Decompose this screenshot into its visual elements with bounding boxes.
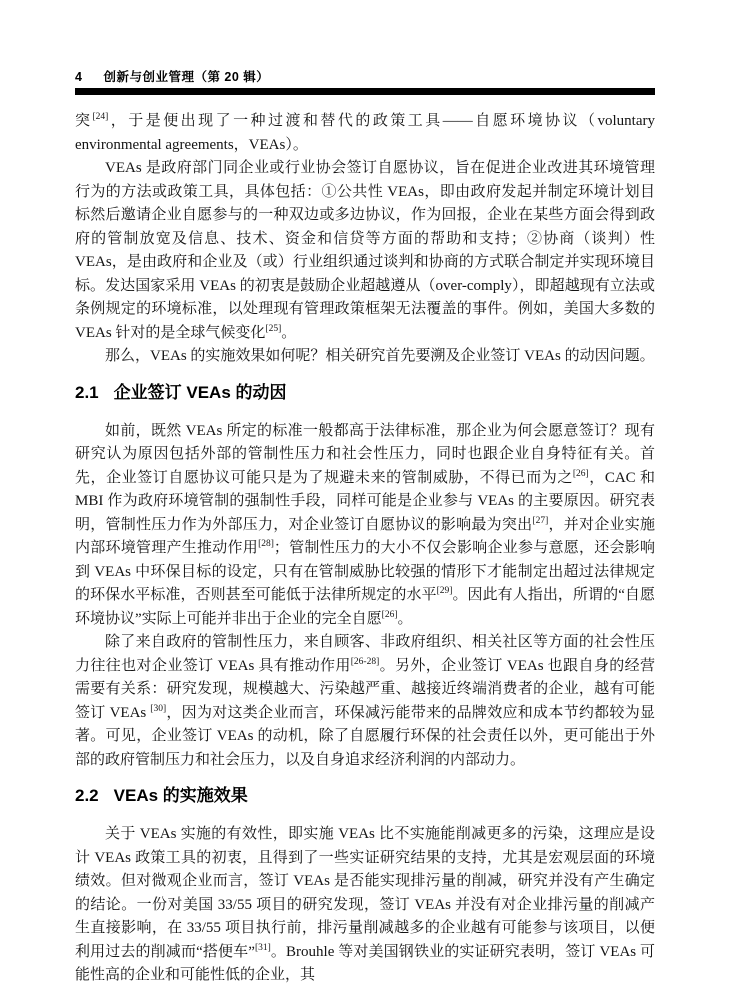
citation-marker: [30] [150,703,167,714]
text-run: 。Brouhle 等对美国钢铁业的实证研究表明，签订 VEAs 可能性高的企业和可能性低的企业，其 [75,943,655,983]
text-run: ，CAC 和 MBI 作为政府环境管制的强制性手段，同样可能是企业参与 VEAs 的主要原因。研究表明，管制性压力作为外部压力，对企业签订自愿协议的影响最为突出 [75,469,655,533]
citation-marker: [28] [258,539,274,549]
page-body [75,110,655,988]
page-header [75,70,655,95]
section-title: 企业签订 VEAs 的动因 [113,382,287,402]
citation-marker: [24] [92,112,109,122]
text-run: ，于是便出现了一种过渡和替代的政策工具——自愿环境协议（voluntary environmental agreements，VEAs）。 [75,113,655,153]
citation-marker: [26-28] [350,656,380,667]
running-head [75,70,655,84]
text-run: ，并对企业实施内部环境管理产生推动作用 [75,516,655,556]
citation-marker: [31] [254,942,271,953]
text-run: ，因为对这类企业而言，环保减污能带来的品牌效应和成本节约都较为显著。可见，企业签订 VEAs 的动机，除了自愿履行环保的社会责任以外，更可能出于外部的政府管制压力和社会压力，以及自身追求经济利润的内部动力。 [75,704,655,768]
paragraph [75,631,655,772]
text-run: 关于 VEAs 实施的有效性，即实施 VEAs 比不实施能削减更多的污染，这理应是设计 VEAs 政策工具的初衷，且得到了一些实证研究结果的支持，尤其是宏观层面的环境绩效。但对微观企业而言，签订 VEAs 是否能实现排污量的削减，研究并没有产生确定的结论。一份对美国 33/55 项目的研究发现，签订 VEAs 并没有对企业排污量的削减产生直接影响，在 33/55 项目执行前，排污量削减越多的企业越有可能参与该项目，以便利用过去的削减而“搭便车” [75,826,655,960]
text-run: 除了来自政府的管制性压力，来自顾客、非政府组织、相关社区等方面的社会性压力往往也对企业签订 VEAs 具有推动作用 [75,634,655,674]
section-number: 2.2 [75,786,99,805]
paragraph [75,345,655,369]
citation-marker: [29] [436,586,453,596]
paragraph [75,823,655,988]
citation-marker: [26] [572,468,589,479]
journal-title: 创新与创业管理（第 20 辑） [103,70,270,84]
text-run: 。 [397,610,413,627]
section-number: 2.1 [75,382,99,402]
text-run: 。 [281,324,297,341]
text-run: 。因此有人指出，所谓的“自愿环境协议”实际上可能并非出于企业的完全自愿 [75,587,655,627]
paragraph [75,420,655,632]
section-heading [75,380,655,406]
page-number: 4 [75,70,83,84]
text-run: 那么，VEAs 的实施效果如何呢？相关研究首先要溯及企业签订 VEAs 的动因问题。 [105,348,655,364]
citation-marker: [27] [532,515,549,526]
text-run: ；管制性压力的大小不仅会影响企业参与意愿，还会影响到 VEAs 中环保目标的设定，只有在管制威胁比较强的情形下才能制定出超过法律规定的环保水平标准，否则甚至可能低于法律所规定的水平 [75,540,655,603]
paragraph [75,157,655,345]
text-run: VEAs 是政府部门同企业或行业协会签订自愿协议，旨在促进企业改进其环境管理行为的方法或政策工具，具体包括：①公共性 VEAs，即由政府发起并制定环境计划目标然后邀请企业自愿参与的一种双边或多边协议，作为回报，企业在某些方面会得到政府的管制放宽及信息、技术、资金和信贷等方面的帮助和支持；②协商（谈判）性 VEAs，是由政府和企业及（或）行业组织通过谈判和协商的方式联合制定并实现环境目标。发达国家采用 VEAs 的初衷是鼓励企业超越遵从（over-comply），即超越现有立法或条例规定的环境标准，以处理现有管理政策框架无法覆盖的事件。例如，美国大多数的 VEAs 针对的是全球气候变化 [75,160,655,341]
citation-marker: [26] [381,609,398,620]
citation-marker: [25] [265,323,282,334]
text-run: 突 [75,113,93,129]
text-run: 。另外，企业签订 VEAs 也跟自身的经营需要有关系：研究发现，规模越大、污染越严重、越接近终端消费者的企业，越有可能签订 VEAs [75,657,655,721]
header-rule [75,88,655,95]
section-title: VEAs 的实施效果 [113,786,248,805]
paragraph [75,110,655,157]
section-heading [75,783,655,809]
text-run: 如前，既然 VEAs 所定的标准一般都高于法律标准，那企业为何会愿意签订？现有研究认为原因包括外部的管制性压力和社会性压力，同时也跟企业自身特征有关。首先，企业签订自愿协议可能只是为了规避未来的管制威胁，不得已而为之 [75,422,655,486]
